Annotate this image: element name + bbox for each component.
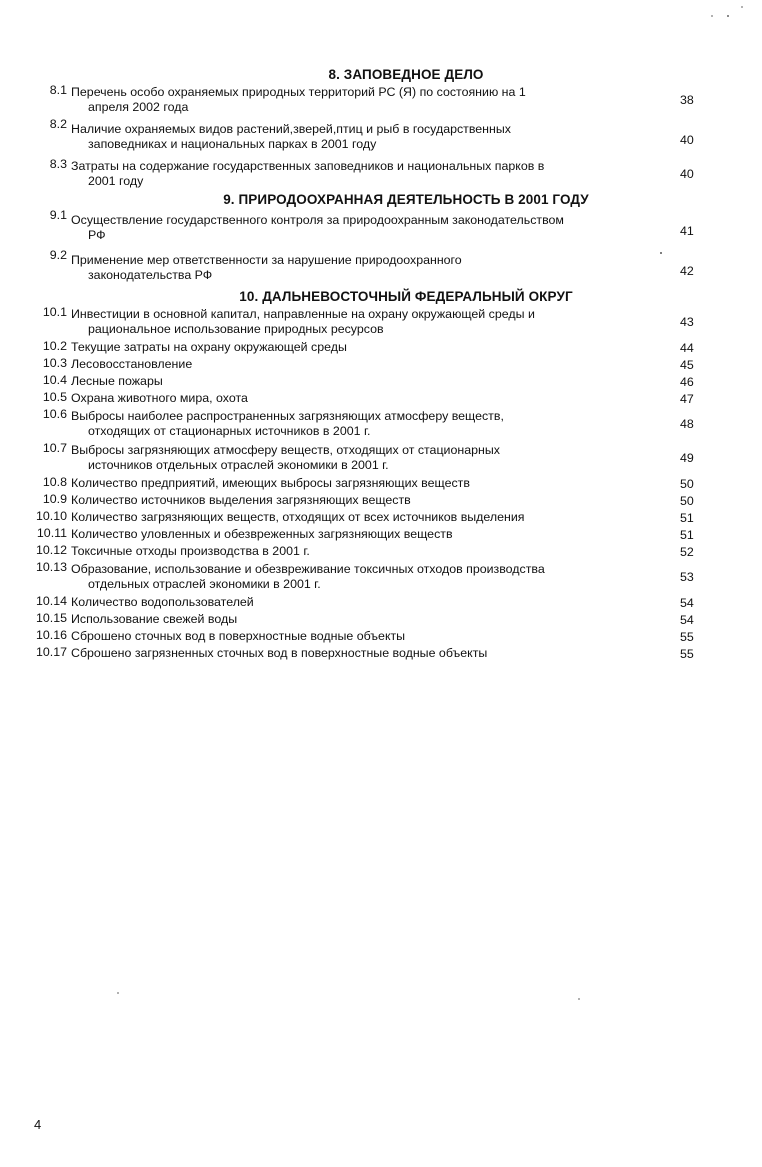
entry-page-number: 53 xyxy=(680,570,694,584)
entry-page-number: 44 xyxy=(680,341,694,355)
scan-speck xyxy=(741,6,743,8)
entry-number: 10.14 xyxy=(35,594,67,608)
toc-entry-10-8 xyxy=(0,475,762,492)
entry-page-number: 46 xyxy=(680,375,694,389)
toc-entry-10-2 xyxy=(0,339,762,356)
entry-page-number: 52 xyxy=(680,545,694,559)
toc-entry-10-6 xyxy=(0,407,762,441)
entry-number: 8.2 xyxy=(49,117,67,131)
scan-speck xyxy=(660,252,662,254)
entry-title: Количество предприятий, имеющих выбросы загрязняющих веществ xyxy=(71,476,470,490)
entry-page-number: 50 xyxy=(680,494,694,508)
entry-title: Лесные пожары xyxy=(71,374,163,388)
scan-speck xyxy=(578,998,580,1000)
entry-page-number: 42 xyxy=(680,264,694,278)
entry-number: 10.9 xyxy=(42,492,67,506)
entry-number: 10.3 xyxy=(42,356,67,370)
entry-title: Наличие охраняемых видов растений,зверей,птиц и рыб в государственных заповедниках и национальных парках в 2001 году xyxy=(71,122,511,151)
toc-entry-9-1 xyxy=(0,208,762,248)
entry-number: 10.10 xyxy=(35,509,67,523)
entry-page-number: 55 xyxy=(680,647,694,661)
toc-entry-10-13 xyxy=(0,560,762,594)
scan-speck xyxy=(727,15,729,17)
entry-number: 10.6 xyxy=(42,407,67,421)
toc-entry-10-3 xyxy=(0,356,762,373)
toc-entry-8-1 xyxy=(0,83,762,117)
entry-title: Затраты на содержание государственных заповедников и национальных парков в 2001 году xyxy=(71,159,545,188)
entry-page-number: 48 xyxy=(680,417,694,431)
entry-number: 8.3 xyxy=(49,157,67,171)
entry-number: 10.12 xyxy=(35,543,67,557)
entry-number: 9.2 xyxy=(49,248,67,262)
entry-number: 9.1 xyxy=(49,208,67,222)
section-heading-8: 8. ЗАПОВЕДНОЕ ДЕЛО xyxy=(328,67,484,82)
entry-title: Сброшено сточных вод в поверхностные водные объекты xyxy=(71,629,406,643)
entry-page-number: 45 xyxy=(680,358,694,372)
entry-page-number: 54 xyxy=(680,596,694,610)
entry-title: Использование свежей воды xyxy=(71,612,238,626)
toc-entry-10-10 xyxy=(0,509,762,526)
entry-title: Перечень особо охраняемых природных территорий РС (Я) по состоянию на 1 апреля 2002 года xyxy=(71,85,526,114)
entry-number: 10.11 xyxy=(36,526,67,540)
entry-page-number: 40 xyxy=(680,167,694,181)
toc-entry-10-15 xyxy=(0,611,762,628)
toc-entry-10-14 xyxy=(0,594,762,611)
entry-title: Токсичные отходы производства в 2001 г. xyxy=(71,544,310,558)
table-of-contents xyxy=(0,66,762,662)
entry-title: Сброшено загрязненных сточных вод в поверхностные водные объекты xyxy=(71,646,488,660)
entry-number: 10.5 xyxy=(42,390,67,404)
section-heading-9: 9. ПРИРОДООХРАННАЯ ДЕЯТЕЛЬНОСТЬ В 2001 ГОДУ xyxy=(223,192,589,207)
toc-entry-10-9 xyxy=(0,492,762,509)
toc-entry-8-3 xyxy=(0,157,762,191)
entry-number: 10.2 xyxy=(42,339,67,353)
entry-title: Выбросы загрязняющих атмосферу веществ, отходящих от стационарных источников отдельных отраслей экономики в 2001 г. xyxy=(71,443,500,472)
toc-entry-10-5 xyxy=(0,390,762,407)
entry-number: 10.8 xyxy=(42,475,67,489)
toc-entry-8-2 xyxy=(0,117,762,157)
entry-page-number: 47 xyxy=(680,392,694,406)
entry-number: 10.4 xyxy=(42,373,67,387)
entry-title: Количество уловленных и обезвреженных загрязняющих веществ xyxy=(71,527,453,541)
toc-entry-10-17 xyxy=(0,645,762,662)
entry-page-number: 50 xyxy=(680,477,694,491)
toc-entry-10-11 xyxy=(0,526,762,543)
entry-title: Лесовосстановление xyxy=(71,357,193,371)
entry-page-number: 41 xyxy=(680,224,694,238)
scan-speck xyxy=(711,15,713,17)
entry-title: Инвестиции в основной капитал, направленные на охрану окружающей среды и рациональное использование природных ресурсов xyxy=(71,307,535,336)
entry-title: Охрана животного мира, охота xyxy=(71,391,248,405)
entry-number: 10.16 xyxy=(35,628,67,642)
toc-entry-10-16 xyxy=(0,628,762,645)
section-heading-10: 10. ДАЛЬНЕВОСТОЧНЫЙ ФЕДЕРАЛЬНЫЙ ОКРУГ xyxy=(239,289,573,304)
entry-title: Количество источников выделения загрязняющих веществ xyxy=(71,493,411,507)
entry-number: 10.7 xyxy=(42,441,67,455)
entry-title: Применение мер ответственности за нарушение природоохранного законодательства РФ xyxy=(71,253,462,282)
entry-title: Выбросы наиболее распространенных загрязняющих атмосферу веществ, отходящих от стационарных источников в 2001 г. xyxy=(71,409,504,438)
entry-title: Образование, использование и обезвреживание токсичных отходов производства отдельных отраслей экономики в 2001 г. xyxy=(71,562,545,591)
entry-page-number: 43 xyxy=(680,315,694,329)
entry-number: 10.1 xyxy=(42,305,67,319)
scan-speck xyxy=(117,992,119,994)
toc-entry-10-1 xyxy=(0,305,762,339)
entry-title: Количество загрязняющих веществ, отходящих от всех источников выделения xyxy=(71,510,525,524)
entry-page-number: 54 xyxy=(680,613,694,627)
entry-number: 10.15 xyxy=(35,611,67,625)
entry-number: 10.17 xyxy=(35,645,67,659)
toc-entry-9-2 xyxy=(0,248,762,288)
entry-page-number: 49 xyxy=(680,451,694,465)
entry-page-number: 38 xyxy=(680,93,694,107)
entry-title: Осуществление государственного контроля за природоохранным законодательством РФ xyxy=(71,213,564,242)
entry-page-number: 40 xyxy=(680,133,694,147)
entry-title: Текущие затраты на охрану окружающей среды xyxy=(71,340,347,354)
entry-number: 8.1 xyxy=(49,83,67,97)
toc-entry-10-7 xyxy=(0,441,762,475)
page-number: 4 xyxy=(34,1117,42,1132)
toc-entry-10-12 xyxy=(0,543,762,560)
entry-title: Количество водопользователей xyxy=(71,595,254,609)
entry-page-number: 55 xyxy=(680,630,694,644)
toc-entry-10-4 xyxy=(0,373,762,390)
entry-page-number: 51 xyxy=(680,511,694,525)
entry-number: 10.13 xyxy=(35,560,67,574)
entry-page-number: 51 xyxy=(680,528,694,542)
